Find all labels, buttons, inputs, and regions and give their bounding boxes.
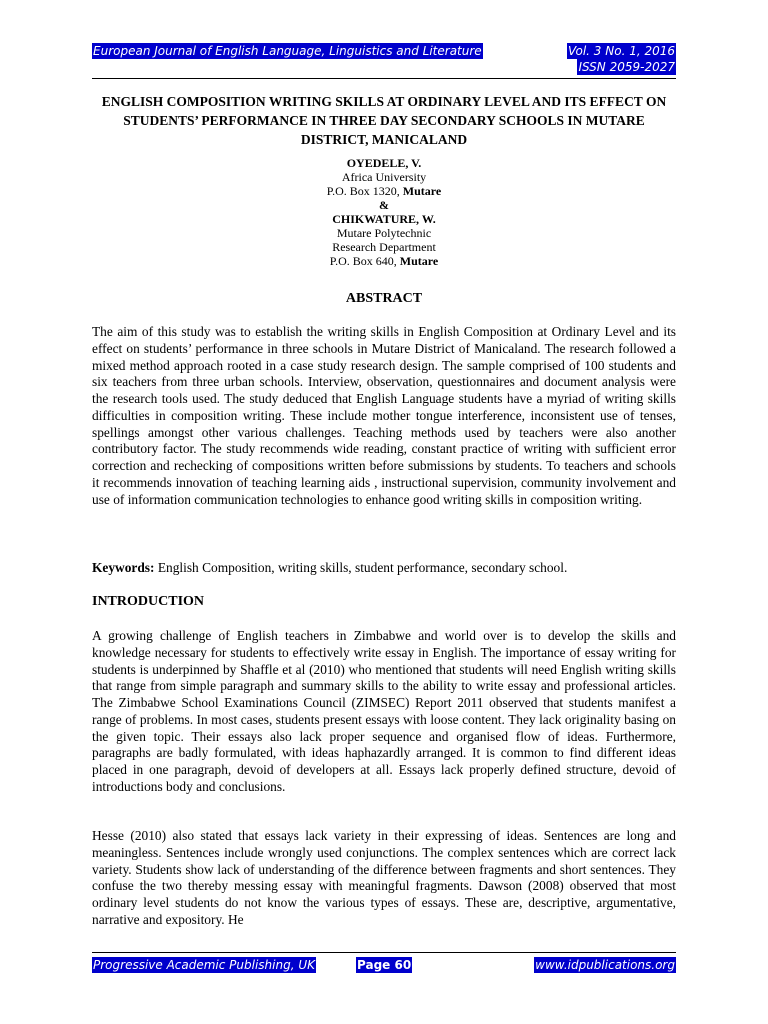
author-separator: &	[379, 198, 389, 212]
introduction-heading: INTRODUCTION	[92, 594, 205, 609]
header-divider	[92, 78, 676, 79]
author-2-name: CHIKWATURE, W.	[332, 212, 436, 226]
abstract-text: The aim of this study was to establish the writing skills in English Composition at Ordinary Level and its effect on students’ performance in three schools in Mutare District of Manicaland. The research followed a mixed method approach rooted in a case study research design. The sample comprised of 100 students and six teachers from three urban schools. Interview, observation, questionnaires and document analysis were the research tools used. The study deduced that English Language students have a myriad of writing skills difficulties in composition writing. These include mother tongue interference, inconsistent use of tenses, spellings amongst other various challenges. Teaching methods used by teachers were also another contributory factor. The study recommends wide reading, constant practice of writing with sufficient error correction and rechecking of compositions written before submissions by students. To teachers and schools it recommends innovation of teaching learning aids , instructional supervision, community involvement and use of information communication technologies to enhance good writing skills in composition writing.	[92, 324, 676, 507]
introduction-paragraph-1: A growing challenge of English teachers in Zimbabwe and world over is to develop the skills and knowledge necessary for students to effectively write essay in English. The importance of essay writing for students is underpinned by Shaffle et al (2010) who mentioned that students will need English writing skills that range from simple paragraph and summary skills to the ability to write essay and professional articles. The Zimbabwe School Examinations Council (ZIMSEC) Report 2011 observed that students manifest a range of problems. In most cases, students present essays with loose content. They lack originality basing on the given topic. Their essays also lack proper sequence and organised flow of ideas. Furthermore, paragraphs are badly formulated, with ideas haphazardly arranged. It is common to find different ideas placed in one paragraph, devoid of developers at all. Essays lack properly defined structure, devoid of introductions body and conclusions.	[92, 628, 676, 794]
author-1-address: P.O. Box 1320, Mutare	[326, 184, 442, 198]
introduction-paragraph-2: Hesse (2010) also stated that essays lack variety in their expressing of ideas. Sentences are long and meaningless. Sentences include wrongly used conjunctions. The complex sentences which are correct lack variety. Students show lack of understanding of the difference between fragments and short sentences. They confuse the two thereby messing essay with meaningful fragments. Dawson (2008) observed that most ordinary level students do not know the various types of essays. These are, descriptive, argumentative, narrative and expository. He	[92, 828, 676, 927]
author-1-name: OYEDELE, V.	[346, 156, 422, 170]
paper-title: ENGLISH COMPOSITION WRITING SKILLS AT ORDINARY LEVEL AND ITS EFFECT ON STUDENTS’ PERFORMANCE IN THREE DAY SECONDARY SCHOOLS IN MUTARE DISTRICT, MANICALAND	[101, 94, 667, 147]
footer-publisher: Progressive Academic Publishing, UK	[93, 958, 315, 972]
issn: ISSN 2059-2027	[578, 60, 675, 74]
keywords-label: Keywords:	[92, 560, 155, 575]
footer-page-number: Page 60	[357, 958, 412, 972]
keywords	[92, 560, 676, 577]
keywords-text: English Composition, writing skills, student performance, secondary school.	[154, 560, 568, 575]
volume-info: Vol. 3 No. 1, 2016	[567, 44, 675, 58]
footer-divider	[92, 952, 676, 953]
author-2-department: Research Department	[332, 240, 436, 254]
journal-title: European Journal of English Language, Linguistics and Literature	[93, 44, 482, 58]
abstract-heading: ABSTRACT	[345, 291, 423, 306]
author-2-institution: Mutare Polytechnic	[336, 226, 432, 240]
author-1-institution: Africa University	[341, 170, 427, 184]
author-2-address: P.O. Box 640, Mutare	[329, 254, 439, 268]
footer-website[interactable]: www.idpublications.org	[535, 958, 675, 972]
author-block	[92, 156, 676, 268]
